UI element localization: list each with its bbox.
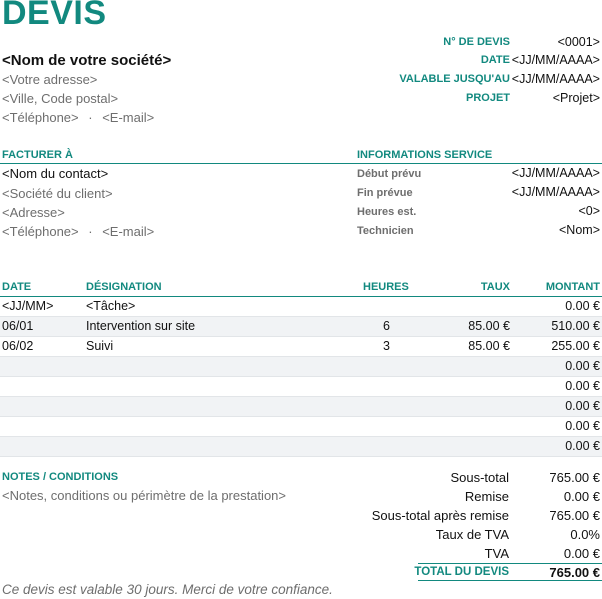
separator-dot: · xyxy=(88,224,93,239)
row-amount: 0.00 € xyxy=(565,399,600,413)
billing-email: <E-mail> xyxy=(102,224,155,239)
table-row xyxy=(0,437,602,457)
date-label: DATE xyxy=(480,54,510,66)
valid-until-value: <JJ/MM/AAAA> xyxy=(511,72,600,86)
table-row xyxy=(0,377,602,397)
company-city: <Ville, Code postal> xyxy=(2,91,119,106)
date-value: <JJ/MM/AAAA> xyxy=(511,53,600,67)
vat-value: 0.00 € xyxy=(563,546,600,561)
document-title: DEVIS xyxy=(2,0,107,32)
vat-rate-label: Taux de TVA xyxy=(435,527,509,542)
total-top-rule xyxy=(418,563,602,564)
subtotal-value: 765.00 € xyxy=(549,470,600,485)
row-date: 06/02 xyxy=(2,339,34,353)
billing-contact: <Nom du contact> xyxy=(2,166,109,181)
total-bottom-rule xyxy=(418,580,602,581)
col-header-date: DATE xyxy=(2,281,32,293)
billing-address: <Adresse> xyxy=(2,205,65,220)
col-header-amount: MONTANT xyxy=(545,281,600,293)
row-amount: 255.00 € xyxy=(551,339,600,353)
notes-text: <Notes, conditions ou périmètre de la prestation> xyxy=(2,488,287,503)
service-end-value: <JJ/MM/AAAA> xyxy=(511,185,600,199)
row-description: Suivi xyxy=(86,339,114,353)
service-heading: INFORMATIONS SERVICE xyxy=(357,149,493,161)
notes-heading: NOTES / CONDITIONS xyxy=(2,471,119,483)
row-rate: 85.00 € xyxy=(468,339,510,353)
service-start-label: Début prévu xyxy=(357,168,422,180)
row-description: Intervention sur site xyxy=(86,319,196,333)
row-rate: 85.00 € xyxy=(468,319,510,333)
table-row xyxy=(0,417,602,437)
company-address: <Votre adresse> xyxy=(2,72,98,87)
row-amount: 0.00 € xyxy=(565,379,600,393)
valid-until-label: VALABLE JUSQU'AU xyxy=(399,73,510,85)
vat-rate-value: 0.0% xyxy=(570,527,600,542)
subtotal-after-discount-value: 765.00 € xyxy=(549,508,600,523)
row-amount: 0.00 € xyxy=(565,439,600,453)
service-hours-value: <0> xyxy=(578,204,600,218)
table-row xyxy=(0,397,602,417)
row-description: <Tâche> xyxy=(86,299,136,313)
subtotal-after-discount-label: Sous-total après remise xyxy=(371,508,509,523)
separator-dot: · xyxy=(88,110,93,125)
vat-label: TVA xyxy=(484,546,509,561)
project-label: PROJET xyxy=(465,92,510,104)
row-amount: 510.00 € xyxy=(551,319,600,333)
row-date: 06/01 xyxy=(2,319,34,333)
billing-contact-line xyxy=(2,224,154,239)
table-row xyxy=(0,317,602,337)
table-row xyxy=(0,337,602,357)
table-row xyxy=(0,297,602,317)
company-contact-line xyxy=(2,110,154,125)
row-date: <JJ/MM> xyxy=(2,299,54,313)
row-hours: 6 xyxy=(383,319,390,333)
service-technician-value: <Nom> xyxy=(559,223,600,237)
subtotal-label: Sous-total xyxy=(450,470,509,485)
col-header-rate: TAUX xyxy=(480,281,510,293)
row-amount: 0.00 € xyxy=(565,299,600,313)
row-amount: 0.00 € xyxy=(565,359,600,373)
footer-note: Ce devis est valable 30 jours. Merci de votre confiance. xyxy=(2,582,333,597)
total-label: TOTAL DU DEVIS xyxy=(414,566,509,578)
service-end-label: Fin prévue xyxy=(357,187,413,199)
discount-value: 0.00 € xyxy=(563,489,600,504)
company-name: <Nom de votre société> xyxy=(2,52,172,69)
col-header-hours: HEURES xyxy=(363,281,409,293)
billing-client: <Société du client> xyxy=(2,186,113,201)
company-phone: <Téléphone> xyxy=(2,110,79,125)
project-value: <Projet> xyxy=(552,91,600,105)
section-divider xyxy=(0,163,602,164)
row-hours: 3 xyxy=(383,339,390,353)
service-hours-label: Heures est. xyxy=(357,206,417,218)
discount-label: Remise xyxy=(464,489,509,504)
service-technician-label: Technicien xyxy=(357,225,414,237)
table-row xyxy=(0,357,602,377)
billing-phone: <Téléphone> xyxy=(2,224,79,239)
quote-number-label: N° DE DEVIS xyxy=(443,36,510,48)
service-start-value: <JJ/MM/AAAA> xyxy=(511,166,600,180)
billing-heading: FACTURER À xyxy=(2,149,73,161)
col-header-description: DÉSIGNATION xyxy=(86,281,162,293)
row-amount: 0.00 € xyxy=(565,419,600,433)
quote-number-value: <0001> xyxy=(557,35,600,49)
items-table xyxy=(0,297,602,457)
total-value: 765.00 € xyxy=(549,565,600,580)
company-email: <E-mail> xyxy=(102,110,155,125)
